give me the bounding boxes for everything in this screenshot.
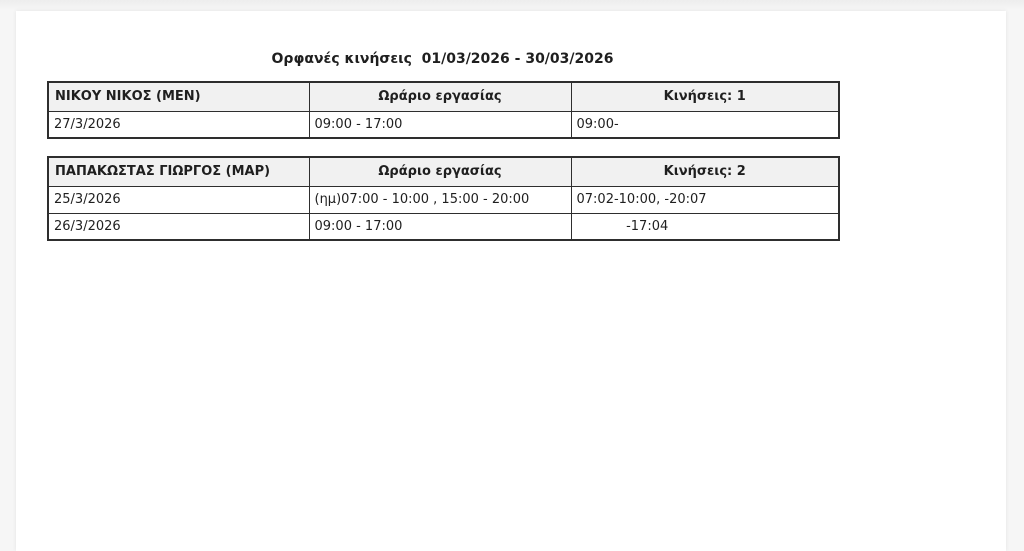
table-2-header-row (48, 157, 839, 186)
table-2-schedule-header: Ωράριο εργασίας (309, 157, 571, 186)
table-1-schedule-header: Ωράριο εργασίας (309, 82, 571, 111)
employee-table-2 (47, 156, 840, 241)
schedule-cell: 09:00 - 17:00 (309, 111, 571, 138)
schedule-cell: (ημ)07:00 - 10:00 , 15:00 - 20:00 (309, 186, 571, 213)
employee-table-1 (47, 81, 840, 139)
table-2-movements-count-header: Κινήσεις: 2 (571, 157, 839, 186)
date-cell: 27/3/2026 (48, 111, 309, 138)
table-2-row-1 (48, 186, 839, 213)
table-2-row-2 (48, 213, 839, 240)
table-1-movements-count-header: Κινήσεις: 1 (571, 82, 839, 111)
table-2-employee-name-header: ΠΑΠΑΚΩΣΤΑΣ ΓΙΩΡΓΟΣ (ΜΑΡ) (48, 157, 309, 186)
date-cell: 25/3/2026 (48, 186, 309, 213)
report-title: Ορφανές κινήσεις 01/03/2026 - 30/03/2026 (271, 51, 614, 67)
report-content (47, 11, 838, 241)
movements-cell: 09:00- (571, 111, 839, 138)
table-1-header-row (48, 82, 839, 111)
movements-cell: 07:02-10:00, -20:07 (571, 186, 839, 213)
schedule-cell: 09:00 - 17:00 (309, 213, 571, 240)
movements-cell: -17:04 (571, 213, 839, 240)
table-1-row-1 (48, 111, 839, 138)
date-cell: 26/3/2026 (48, 213, 309, 240)
report-page (16, 11, 1006, 551)
table-1-employee-name-header: ΝΙΚΟΥ ΝΙΚΟΣ (ΜΕΝ) (48, 82, 309, 111)
